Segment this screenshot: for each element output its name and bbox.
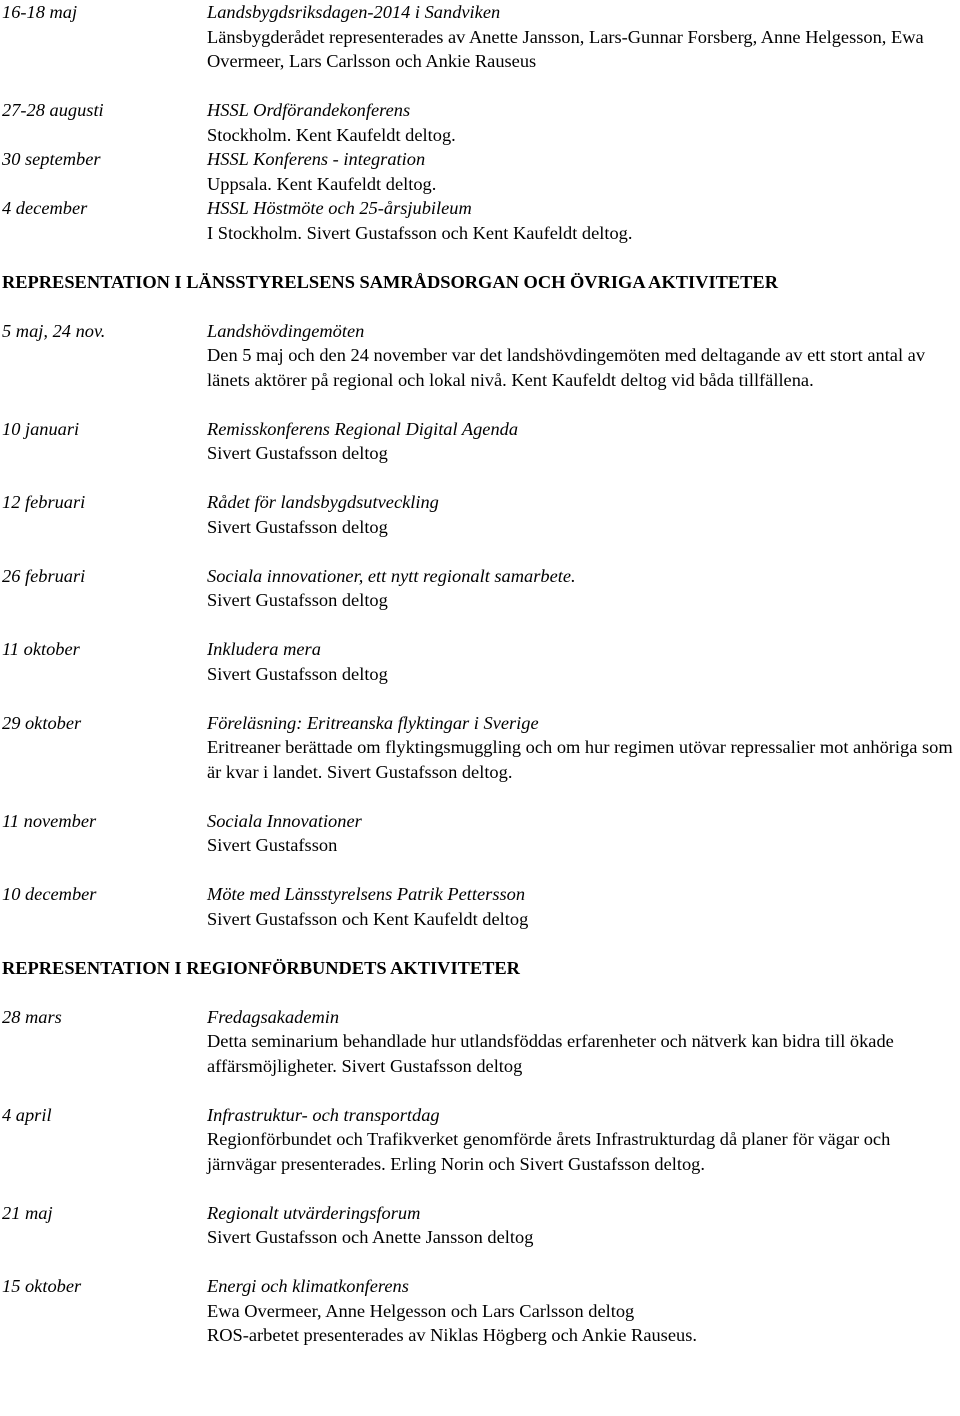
- entry-text: Stockholm. Kent Kaufeldt deltog.: [207, 124, 456, 145]
- list-item: [2, 1005, 960, 1079]
- spacer: [2, 1078, 960, 1103]
- entry-date: 27-28 augusti: [2, 100, 104, 120]
- spacer: [2, 392, 960, 417]
- list-item: [2, 196, 960, 245]
- entry-title: Infrastruktur- och transportdag: [207, 1104, 440, 1125]
- spacer: [2, 931, 960, 956]
- entry-title: Energi och klimatkonferens: [207, 1276, 409, 1296]
- entry-date: 10 december: [2, 884, 97, 904]
- spacer: [2, 245, 960, 270]
- entry-content: [207, 319, 960, 393]
- entry-date: 21 maj: [2, 1202, 53, 1223]
- entry-title: HSSL Höstmöte och 25-årsjubileum: [207, 198, 472, 218]
- entry-content: [207, 417, 960, 466]
- entry-title: HSSL Konferens - integration: [207, 149, 426, 169]
- entry-date: 4 december: [2, 198, 88, 218]
- list-item: [2, 637, 960, 686]
- entry-title: Rådet för landsbygdsutveckling: [207, 492, 439, 512]
- entry-date: 4 april: [2, 1104, 52, 1125]
- spacer: [2, 613, 960, 638]
- entry-title: Inkludera mera: [207, 639, 321, 659]
- entry-content: [207, 711, 960, 785]
- entry-content: [207, 637, 960, 686]
- entry-content: [207, 490, 960, 539]
- entry-text: Uppsala. Kent Kaufeldt deltog.: [207, 173, 437, 194]
- list-item: [2, 564, 960, 613]
- list-item: [2, 490, 960, 539]
- list-item: [2, 417, 960, 466]
- entry-text: Sivert Gustafsson och Kent Kaufeldt deltog: [207, 908, 529, 929]
- entry-date: 10 januari: [2, 418, 80, 439]
- entry-text: Ewa Overmeer, Anne Helgesson och Lars Carlsson deltog: [207, 1300, 635, 1321]
- entry-content: [207, 147, 960, 196]
- entry-title: Föreläsning: Eritreanska flyktingar i Sverige: [207, 712, 539, 733]
- entry-date: 5 maj, 24 nov.: [2, 320, 106, 341]
- list-item: [2, 98, 960, 147]
- entry-text: Sivert Gustafsson och Anette Jansson deltog: [207, 1227, 534, 1247]
- entry-date: 28 mars: [2, 1006, 62, 1027]
- entry-content: [207, 1005, 960, 1079]
- entry-text: I Stockholm. Sivert Gustafsson och Kent Kaufeldt deltog.: [207, 222, 633, 243]
- section-heading: REPRESENTATION I REGIONFÖRBUNDETS AKTIVITETER: [2, 957, 520, 978]
- entry-title: Landsbygdsriksdagen-2014 i Sandviken: [207, 2, 501, 22]
- document-page: [2, 0, 960, 1348]
- entry-title: Möte med Länsstyrelsens Patrik Pettersson: [207, 884, 526, 904]
- entry-date: 16-18 maj: [2, 2, 78, 22]
- entry-text: Regionförbundet och Trafikverket genomförde årets Infrastrukturdag då planer för vägar och järnvägar presenterades. Erling Norin och Sivert Gustafsson deltog.: [207, 1129, 891, 1174]
- entry-date: 12 februari: [2, 492, 86, 512]
- entry-text: Sivert Gustafsson deltog: [207, 590, 388, 610]
- entry-text-extra: ROS-arbetet presenterades av Niklas Högberg och Ankie Rauseus.: [207, 1325, 697, 1345]
- list-item: [2, 1201, 960, 1250]
- entry-title: Regionalt utvärderingsforum: [207, 1202, 421, 1223]
- entry-text: Den 5 maj och den 24 november var det landshövdingemöten med deltagande av ett stort antal av länets aktörer på regional och lokal nivå. Kent Kaufeldt deltog vid båda tillfällena.: [207, 345, 926, 390]
- entry-date: 11 oktober: [2, 639, 80, 659]
- entry-content: [207, 809, 960, 858]
- spacer: [2, 466, 960, 491]
- entry-date: 26 februari: [2, 565, 86, 586]
- entry-title: Sociala Innovationer: [207, 810, 362, 831]
- entry-title: HSSL Ordförandekonferens: [207, 100, 411, 120]
- spacer: [2, 1176, 960, 1201]
- entry-date: 29 oktober: [2, 712, 82, 733]
- list-item: [2, 1103, 960, 1177]
- entry-title: Remisskonferens Regional Digital Agenda: [207, 418, 519, 439]
- section-heading: REPRESENTATION I LÄNSSTYRELSENS SAMRÅDSORGAN OCH ÖVRIGA AKTIVITETER: [2, 271, 778, 292]
- entry-content: [207, 882, 960, 931]
- spacer: [2, 784, 960, 809]
- entry-text: Sivert Gustafsson deltog: [207, 516, 388, 537]
- entry-text: Sivert Gustafsson deltog: [207, 663, 388, 684]
- entry-text: Sivert Gustafsson: [207, 835, 338, 855]
- list-item: [2, 0, 960, 74]
- entry-content: [207, 0, 960, 74]
- spacer: [2, 858, 960, 883]
- entry-text: Eritreaner berättade om flyktingsmuggling och om hur regimen utövar repressalier mot anhöriga som är kvar i landet. Sivert Gustafsson deltog.: [207, 737, 953, 782]
- spacer: [2, 74, 960, 99]
- entry-content: [207, 1274, 960, 1348]
- spacer: [2, 686, 960, 711]
- list-item: [2, 319, 960, 393]
- entry-text: Detta seminarium behandlade hur utlandsföddas erfarenheter och nätverk kan bidra till ökade affärsmöjligheter. Sivert Gustafsson deltog: [207, 1031, 894, 1076]
- list-item: [2, 147, 960, 196]
- spacer: [2, 539, 960, 564]
- entry-title: Landshövdingemöten: [207, 320, 365, 341]
- entry-text: Sivert Gustafsson deltog: [207, 443, 388, 463]
- entry-date: 11 november: [2, 810, 97, 831]
- list-item: [2, 809, 960, 858]
- entry-title: Fredagsakademin: [207, 1006, 340, 1027]
- entry-content: [207, 564, 960, 613]
- entry-content: [207, 1201, 960, 1250]
- entry-text: Länsbygderådet representerades av Anette Jansson, Lars-Gunnar Forsberg, Anne Helgesson, Ewa Overmeer, Lars Carlsson och Ankie Rauseus: [207, 26, 924, 71]
- spacer: [2, 1250, 960, 1275]
- entry-date: 15 oktober: [2, 1276, 82, 1296]
- entry-content: [207, 1103, 960, 1177]
- entry-content: [207, 196, 960, 245]
- entry-content: [207, 98, 960, 147]
- entry-date: 30 september: [2, 149, 101, 169]
- list-item: [2, 711, 960, 785]
- spacer: [2, 294, 960, 319]
- list-item: [2, 1274, 960, 1348]
- entry-title: Sociala innovationer, ett nytt regionalt samarbete.: [207, 565, 576, 586]
- list-item: [2, 882, 960, 931]
- spacer: [2, 980, 960, 1005]
